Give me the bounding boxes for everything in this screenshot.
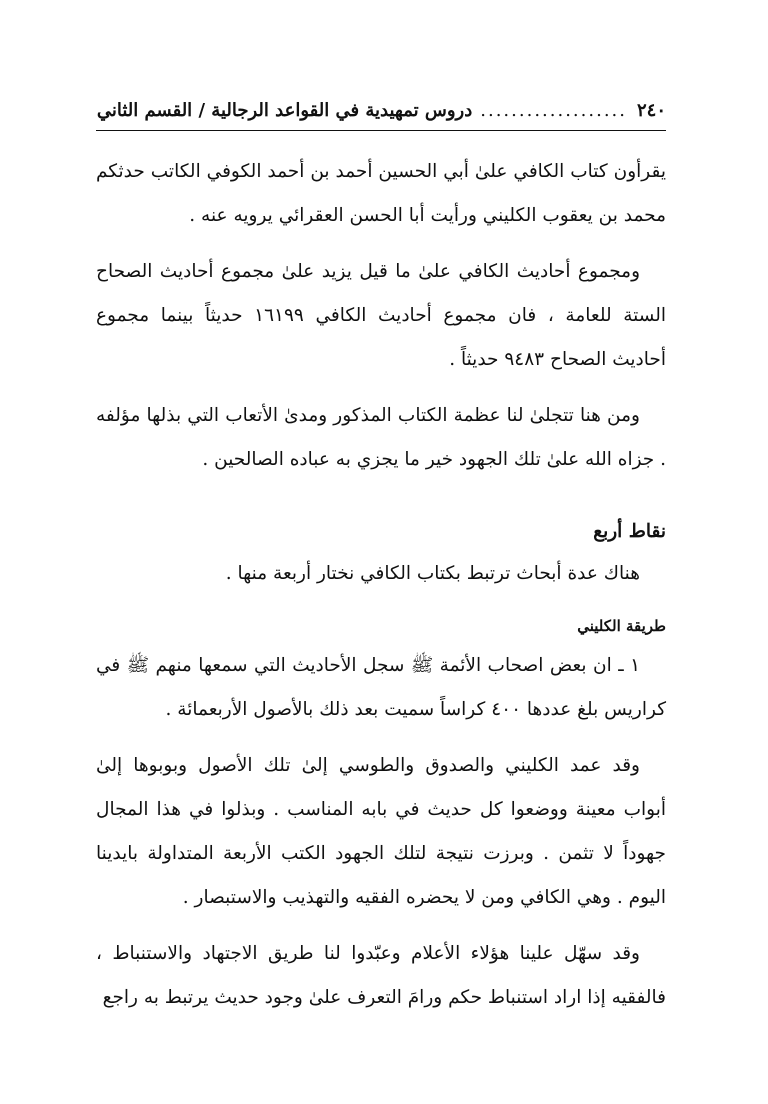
subheading-kulayni-method: طريقة الكليني (577, 617, 666, 635)
paragraph-2: ومجموع أحاديث الكافي علىٰ ما قيل يزيد علىٰ مجموع أحاديث الصحاح الستة للعامة ، فان مجموع أحاديث الكافي ١٦١٩٩ حديثاً بينما مجموع أحاديث الصحاح ٩٤٨٣ حديثاً . (96, 261, 666, 370)
running-header (96, 96, 666, 124)
page-number: ٢٤٠ (636, 99, 666, 121)
paragraph-7: وقد سهّل علينا هؤلاء الأعلام وعبّدوا لنا طريق الاجتهاد والاستنباط ، فالفقيه إذا اراد استنباط حكم ورامَ التعرف علىٰ وجود حديث يرتبط به راجع (96, 943, 666, 1008)
paragraph-3: ومن هنا تتجلىٰ لنا عظمة الكتاب المذكور ومدىٰ الأتعاب التي بذلها مؤلفه . جزاه الله علىٰ تلك الجهود خير ما يجزي به عباده الصالحين . (96, 405, 666, 470)
paragraph-5: ١ ـ ان بعض اصحاب الأئمة ﷺ سجل الأحاديث التي سمعها منهم ﷺ في كراريس بلغ عددها ٤٠٠ كراساً سميت بعد ذلك بالأصول الأربعمائة . (96, 655, 666, 720)
running-title: دروس تمهيدية في القواعد الرجالية / القسم الثاني (96, 99, 473, 121)
header-divider (96, 130, 666, 131)
section-heading-four-points: نقاط أربع (593, 521, 666, 542)
paragraph-6: وقد عمد الكليني والصدوق والطوسي إلىٰ تلك الأصول وبوبوها إلىٰ أبواب معينة ووضعوا كل حديث في بابه المناسب . وبذلوا في هذا المجال جهوداً لا تثمن . وبرزت نتيجة لتلك الجهود الكتب الأربعة المتداولة بايدينا اليوم . وهي الكافي ومن لا يحضره الفقيه والتهذيب والاستبصار . (96, 755, 666, 908)
leader-dots: ................... (480, 99, 627, 121)
paragraph-4: هناك عدة أبحاث ترتبط بكتاب الكافي نختار أربعة منها . (225, 563, 640, 584)
paragraph-1: يقرأون كتاب الكافي علىٰ أبي الحسين أحمد بن أحمد الكوفي الكاتب حدثكم محمد بن يعقوب الكليني ورأيت أبا الحسن العقرائي يرويه عنه . (96, 161, 666, 226)
page-body (96, 150, 666, 1020)
